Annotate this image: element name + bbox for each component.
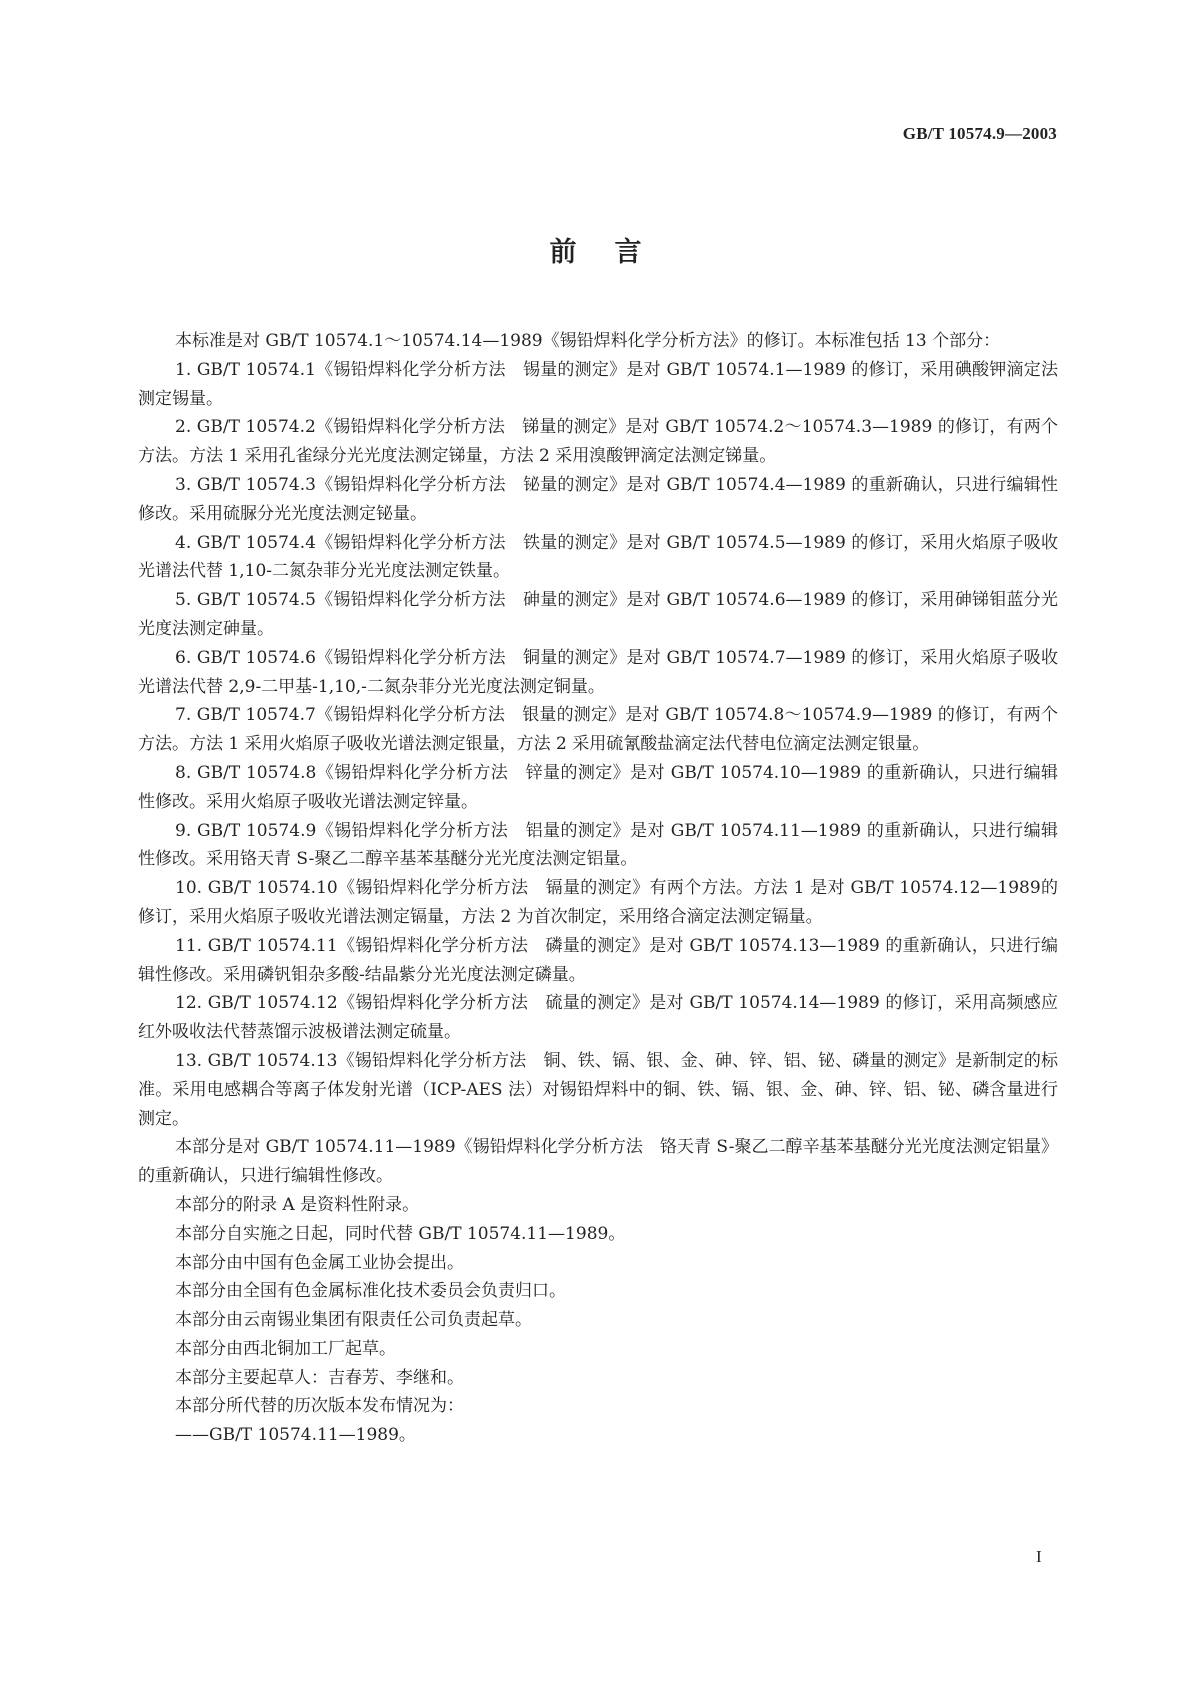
list-item-1: 1. GB/T 10574.1《锡铅焊料化学分析方法 锡量的测定》是对 GB/T 10574.1—1989 的修订，采用碘酸钾滴定法测定锡量。 [138, 359, 1058, 409]
page-number: I [1036, 1547, 1042, 1566]
list-item-7: 7. GB/T 10574.7《锡铅焊料化学分析方法 银量的测定》是对 GB/T 10574.8～10574.9—1989 的修订，有两个方法。方法 1 采用火焰原子吸收光谱法测定银量，方法 2 采用硫氰酸盐滴定法代替电位滴定法测定银量。 [138, 705, 1058, 755]
list-item-2: 2. GB/T 10574.2《锡铅焊料化学分析方法 锑量的测定》是对 GB/T 10574.2～10574.3—1989 的修订，有两个方法。方法 1 采用孔雀绿分光光度法测定锑量，方法 2 采用溴酸钾滴定法测定锑量。 [138, 417, 1058, 467]
intro-paragraph: 本标准是对 GB/T 10574.1～10574.14—1989《锡铅焊料化学分析方法》的修订。本标准包括 13 个部分： [175, 331, 1001, 351]
list-item-11: 11. GB/T 10574.11《锡铅焊料化学分析方法 磷量的测定》是对 GB/T 10574.13—1989 的重新确认，只进行编辑性修改。采用磷钒钼杂多酸-结晶紫分光光度法测定磷量。 [138, 935, 1058, 985]
drafters-note: 本部分主要起草人：吉春芳、李继和。 [175, 1367, 464, 1388]
list-item-6: 6. GB/T 10574.6《锡铅焊料化学分析方法 铜量的测定》是对 GB/T 10574.7—1989 的修订，采用火焰原子吸收光谱法代替 2,9-二甲基-1,10,-二氮杂菲分光光度法测定铜量。 [138, 647, 1058, 697]
list-item-4: 4. GB/T 10574.4《锡铅焊料化学分析方法 铁量的测定》是对 GB/T 10574.5—1989 的修订，采用火焰原子吸收光谱法代替 1,10-二氮杂菲分光光度法测定铁量。 [138, 532, 1058, 582]
history-heading: 本部分所代替的历次版本发布情况为： [175, 1396, 464, 1417]
list-item-12: 12. GB/T 10574.12《锡铅焊料化学分析方法 硫量的测定》是对 GB/T 10574.14—1989 的修订，采用高频感应红外吸收法代替蒸馏示波极谱法测定硫量。 [138, 993, 1058, 1043]
list-item-9: 9. GB/T 10574.9《锡铅焊料化学分析方法 铝量的测定》是对 GB/T 10574.11—1989 的重新确认，只进行编辑性修改。采用铬天青 S-聚乙二醇辛基苯基醚分光光度法测定铝量。 [138, 820, 1058, 870]
part-description: 本部分是对 GB/T 10574.11—1989《锡铅焊料化学分析方法 铬天青 S-聚乙二醇辛基苯基醚分光光度法测定铝量》的重新确认，只进行编辑性修改。 [138, 1137, 1058, 1187]
co-drafter-note: 本部分由西北铜加工厂起草。 [175, 1338, 396, 1359]
list-item-5: 5. GB/T 10574.5《锡铅焊料化学分析方法 砷量的测定》是对 GB/T 10574.6—1989 的修订，采用砷锑钼蓝分光光度法测定砷量。 [138, 590, 1058, 639]
body-text [138, 327, 1058, 1450]
drafter-org-note: 本部分由云南锡业集团有限责任公司负责起草。 [175, 1310, 532, 1331]
standard-code: GB/T 10574.9—2003 [902, 124, 1057, 143]
list-item-13: 13. GB/T 10574.13《锡铅焊料化学分析方法 铜、铁、镉、银、金、砷、锌、铝、铋、磷量的测定》是新制定的标准。采用电感耦合等离子体发射光谱（ICP-AES 法）对锡铅焊料中的铜、铁、镉、银、金、砷、锌、铝、铋、磷含量进行测定。 [138, 1050, 1058, 1129]
replacement-note: 本部分自实施之日起，同时代替 GB/T 10574.11—1989。 [175, 1223, 626, 1244]
list-item-10: 10. GB/T 10574.10《锡铅焊料化学分析方法 镉量的测定》有两个方法。方法 1 是对 GB/T 10574.12—1989的修订，采用火焰原子吸收光谱法测定镉量，方法 2 为首次制定，采用络合滴定法测定镉量。 [138, 878, 1058, 927]
history-item: ——GB/T 10574.11—1989。 [175, 1425, 416, 1446]
proposer-note: 本部分由中国有色金属工业协会提出。 [175, 1252, 464, 1273]
list-item-8: 8. GB/T 10574.8《锡铅焊料化学分析方法 锌量的测定》是对 GB/T 10574.10—1989 的重新确认，只进行编辑性修改。采用火焰原子吸收光谱法测定锌量。 [138, 762, 1058, 812]
annex-note: 本部分的附录 A 是资料性附录。 [175, 1194, 420, 1215]
list-item-3: 3. GB/T 10574.3《锡铅焊料化学分析方法 铋量的测定》是对 GB/T 10574.4—1989 的重新确认，只进行编辑性修改。采用硫脲分光光度法测定铋量。 [138, 474, 1058, 524]
committee-note: 本部分由全国有色金属标准化技术委员会负责归口。 [175, 1281, 566, 1302]
page-title: 前言 [549, 237, 680, 268]
